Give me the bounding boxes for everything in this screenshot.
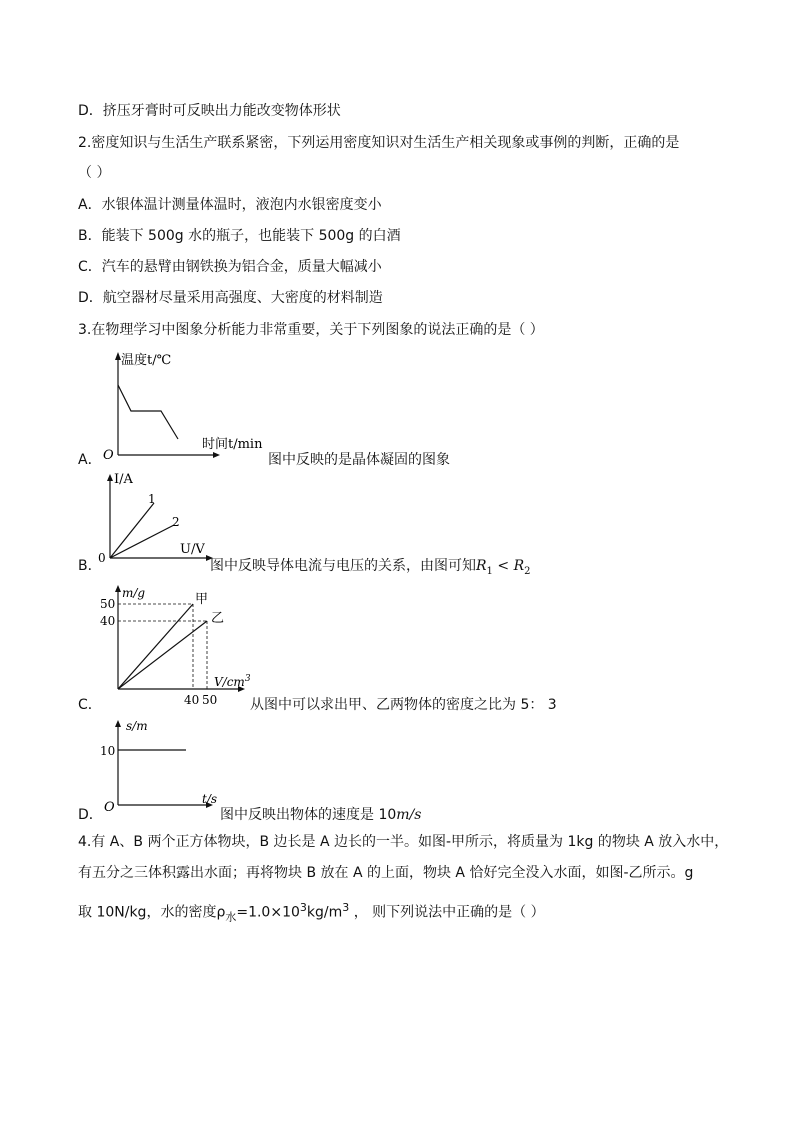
q3-b-line2-label: 2: [172, 515, 180, 529]
q2-option-c: C．汽车的悬臂由钢铁换为铝合金，质量大幅减小: [78, 259, 382, 275]
q3-b-ylabel: I/A: [114, 472, 133, 487]
q4-l3-sub: 水: [225, 910, 237, 924]
q3-d-letter: D．: [78, 807, 103, 823]
q2-option-a: A．水银体温计测量体温时，液泡内水银密度变小: [78, 197, 382, 213]
q3-b-caption: [210, 555, 530, 577]
q2-stem: 2.密度知识与生活生产联系紧密，下列运用密度知识对生活生产相关现象或事例的判断，正确的是: [78, 135, 680, 151]
q4-l3-d: ， 则下列说法中正确的是（ ）: [349, 904, 545, 921]
q3-d-ylabel: s/m: [126, 719, 148, 733]
q3-b-caption-text: 图中反映导体电流与电压的关系，由图可知: [210, 558, 476, 574]
q3-a-origin: O: [103, 448, 114, 463]
q4-l3-sup2: 3: [342, 901, 350, 914]
q3-d-y10: 10: [100, 744, 116, 758]
q3-d-caption-unit: m/s: [396, 807, 422, 823]
q3-b-line1-label: 1: [148, 492, 156, 506]
r1-sub: 1: [486, 565, 493, 577]
q4-l3-sup: 3: [299, 901, 307, 914]
q4-line-2: 有五分之三体积露出水面；再将物块 B 放在 A 的上面，物块 A 恰好完全没入水面，如图-乙所示。g: [78, 865, 694, 881]
q4-l3-c: kg/m: [306, 904, 343, 921]
q3-d-caption: [220, 804, 421, 824]
r1: R: [476, 558, 487, 574]
q3-c-yi: 乙: [211, 611, 225, 626]
q3-a-xlabel: 时间t/min: [202, 437, 263, 452]
q3-c-y50: 50: [100, 597, 116, 611]
q3-a-caption: 图中反映的是晶体凝固的图象: [268, 452, 450, 468]
q3-c-xlabel: $V/cm^3$: [214, 674, 251, 689]
q1-option-d: D．挤压牙膏时可反映出力能改变物体形状: [78, 103, 341, 119]
q3-stem: 3.在物理学习中图象分析能力非常重要，关于下列图象的说法正确的是（ ）: [78, 322, 544, 338]
q3-c-caption: 从图中可以求出甲、乙两物体的密度之比为 5： 3: [250, 697, 557, 713]
q3-b-letter: B．: [78, 558, 102, 574]
q3-d-caption-text: 图中反映出物体的速度是 10: [220, 807, 397, 823]
q2-option-b: B．能装下 500g 水的瓶子，也能装下 500g 的白酒: [78, 228, 401, 244]
q3-c-ylabel: m/g: [122, 586, 146, 600]
q3-a-letter: A．: [78, 452, 102, 468]
q3-a-ylabel: 温度t/℃: [121, 353, 172, 368]
q4-l3-b: =1.0×10: [236, 904, 300, 921]
q3-b-xlabel: U/V: [180, 542, 205, 557]
q2-option-d: D．航空器材尽量采用高强度、大密度的材料制造: [78, 290, 383, 306]
less-than: <: [492, 558, 514, 574]
q3-a-graph: [100, 345, 270, 470]
q3-d-graph: [98, 715, 228, 815]
q2-paren: （ ）: [78, 165, 111, 181]
q3-c-x40: 40: [184, 693, 200, 707]
r2: R: [513, 558, 525, 574]
q4-l3-a: 取 10N/kg，水的密度ρ: [78, 904, 226, 921]
q3-c-x50: 50: [202, 693, 218, 707]
q3-c-graph: [98, 582, 258, 707]
q3-c-y40: 40: [100, 614, 116, 628]
q3-b-origin: 0: [98, 551, 106, 565]
r2-sub: 2: [524, 565, 531, 577]
q3-c-letter: C．: [78, 697, 102, 713]
q3-b-formula: [476, 558, 531, 577]
q3-d-xlabel: t/s: [202, 792, 218, 806]
q4-line-1: 4.有 A、B 两个正方体物块，B 边长是 A 边长的一半。如图-甲所示，将质量为 1kg 的物块 A 放入水中，: [78, 834, 729, 850]
q4-line-3: [78, 898, 545, 927]
q3-b-graph: [100, 465, 220, 565]
q3-c-jia: 甲: [195, 592, 209, 607]
q3-d-origin: O: [104, 800, 115, 815]
